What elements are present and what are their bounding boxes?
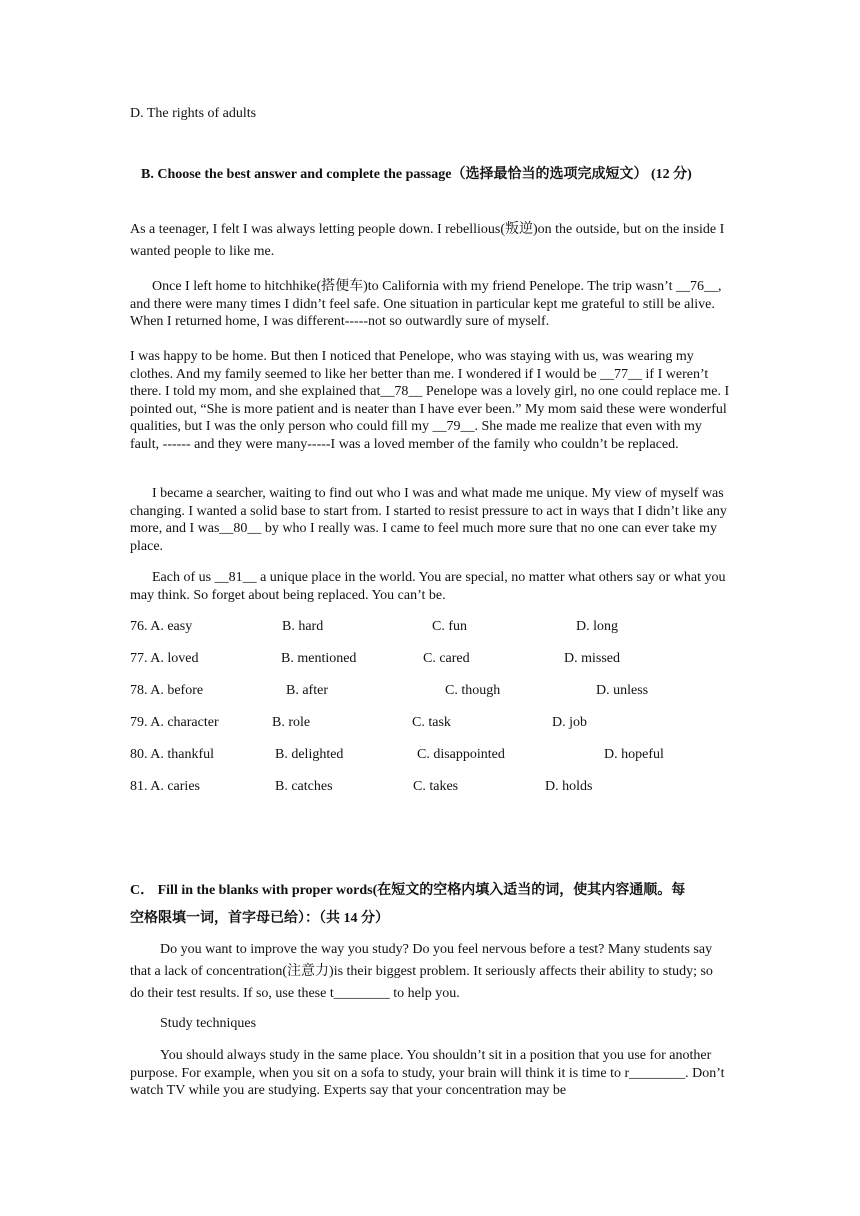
option-b: B. hard — [282, 619, 324, 634]
option-a: 81. A. caries — [130, 779, 200, 794]
section-b-heading: B. Choose the best answer and complete the passage（选择最恰当的选项完成短文） (12 分) — [141, 167, 692, 182]
option-c: C. though — [445, 683, 501, 698]
section-c-subheading: Study techniques — [160, 1016, 257, 1031]
option-d: D. unless — [596, 683, 649, 698]
section-b-paragraph-1: As a teenager, I felt I was always letting people down. I rebellious(叛逆)on the outside, but on the inside I wanted people to like me. — [130, 222, 725, 259]
option-b: B. catches — [275, 779, 333, 794]
question-row — [130, 682, 770, 700]
option-c: C. task — [412, 715, 451, 730]
question-row — [130, 714, 770, 732]
option-d: D. job — [552, 715, 587, 730]
option-a: 79. A. character — [130, 715, 219, 730]
option-d: D. long — [576, 619, 618, 634]
option-c: C. cared — [423, 651, 470, 666]
question-row — [130, 618, 770, 636]
option-a: 80. A. thankful — [130, 747, 214, 762]
section-c-heading-line-2: 空格限填一词，首字母已给）：（共 14 分） — [130, 911, 389, 926]
option-a: 76. A. easy — [130, 619, 193, 634]
section-b-paragraph-4: I became a searcher, waiting to find out who I was and what made me unique. My view of myself was changing. I wanted a solid base to start from. I started to resist pressure to act in ways that I didn’t like any more, and I was__80__ by who I really was. I came to feel much more sure that no one can ever take my place. — [130, 486, 727, 554]
section-c-paragraph-2: You should always study in the same place. You shouldn’t sit in a position that you use for another purpose. For example, when you sit on a sofa to study, your brain will think it is time to r________. Don’t watch TV while you are studying. Experts say that your concentration may be — [130, 1048, 725, 1098]
question-row — [130, 778, 770, 796]
option-d: D. holds — [545, 779, 593, 794]
section-c-paragraph-1: Do you want to improve the way you study? Do you feel nervous before a test? Many students say that a lack of concentration(注意力)is their biggest problem. It seriously affects their ability to study; so do their test results. If so, use these t________ to help you. — [130, 942, 713, 1001]
section-b-paragraph-3: I was happy to be home. But then I noticed that Penelope, who was staying with us, was wearing my clothes. And my family seemed to like her better than me. I wondered if I would be __77__ if I weren’t there. I told my mom, and she explained that__78__ Penelope was a lovely girl, no one could replace me. I pointed out, “She is more patient and is neater than I have ever been.” My mom said these were wonderful qualities, but I was the only person who could fill my __79__. She made me realize that even with my fault, ------ and they were many-----I was a loved member of the family who couldn’t be replaced. — [130, 349, 730, 452]
option-b: B. mentioned — [281, 651, 357, 666]
section-c-heading-line-1: C． Fill in the blanks with proper words(在短文的空格内填入适当的词，使其内容通顺。每 — [130, 883, 686, 898]
option-c: C. fun — [432, 619, 467, 634]
option-d-rights-of-adults: D. The rights of adults — [130, 106, 257, 121]
option-b: B. after — [286, 683, 328, 698]
section-b-paragraph-5: Each of us __81__ a unique place in the world. You are special, no matter what others say or what you may think. So forget about being replaced. You can’t be. — [130, 570, 726, 603]
question-row — [130, 650, 770, 668]
option-b: B. role — [272, 715, 311, 730]
section-c-heading — [130, 877, 750, 933]
option-d: D. hopeful — [604, 747, 664, 762]
section-b-paragraph-2: Once I left home to hitchhike(搭便车)to California with my friend Penelope. The trip wasn’t __76__, and there were many times I didn’t feel safe. One situation in particular kept me grateful to still be alive. When I returned home, I was different-----not so outwardly sure of myself. — [130, 279, 722, 329]
option-a: 77. A. loved — [130, 651, 199, 666]
option-a: 78. A. before — [130, 683, 204, 698]
question-row — [130, 746, 770, 764]
option-b: B. delighted — [275, 747, 344, 762]
option-d: D. missed — [564, 651, 620, 666]
option-c: C. takes — [413, 779, 459, 794]
option-c: C. disappointed — [417, 747, 505, 762]
